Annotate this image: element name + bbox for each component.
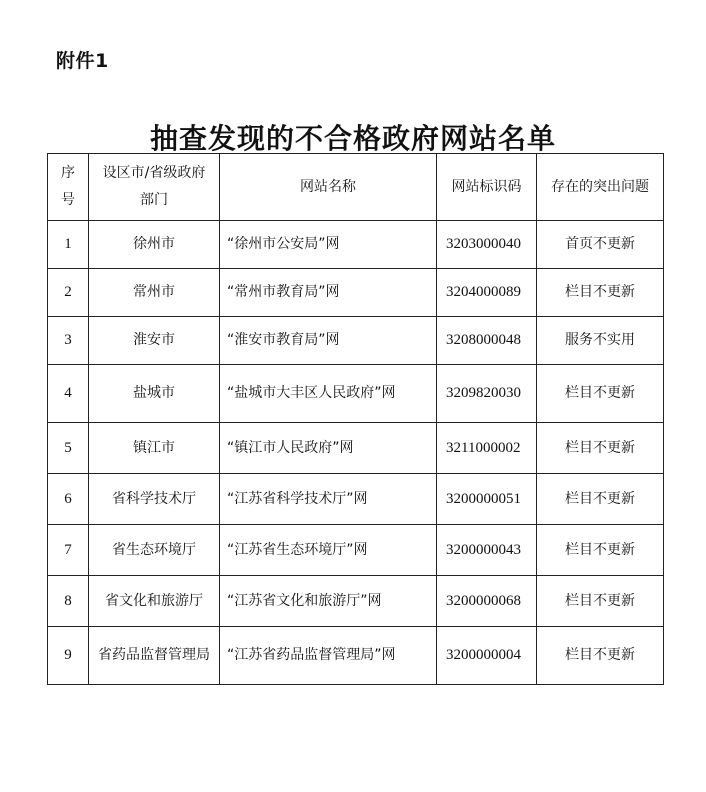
row-site-code: 3203000040 <box>437 221 537 269</box>
row-site-name: “江苏省文化和旅游厅”网 <box>220 576 437 627</box>
row-index: 3 <box>48 317 89 365</box>
row-issue: 栏目不更新 <box>537 474 664 525</box>
row-index: 7 <box>48 525 89 576</box>
row-site-code: 3200000068 <box>437 576 537 627</box>
row-district: 淮安市 <box>89 317 220 365</box>
row-district: 省药品监督管理局 <box>89 627 220 685</box>
header-site-code: 网站标识码 <box>437 154 537 221</box>
row-district: 省生态环境厅 <box>89 525 220 576</box>
row-issue: 首页不更新 <box>537 221 664 269</box>
row-site-name: “徐州市公安局”网 <box>220 221 437 269</box>
row-site-code: 3200000043 <box>437 525 537 576</box>
row-district: 徐州市 <box>89 221 220 269</box>
row-district: 镇江市 <box>89 423 220 474</box>
header-index: 序号 <box>48 154 89 221</box>
row-issue: 栏目不更新 <box>537 576 664 627</box>
table-row <box>48 576 664 627</box>
table-row <box>48 423 664 474</box>
row-site-name: “淮安市教育局”网 <box>220 317 437 365</box>
header-issue: 存在的突出问题 <box>537 154 664 221</box>
header-district: 设区市/省级政府部门 <box>89 154 220 221</box>
header-site-name: 网站名称 <box>220 154 437 221</box>
row-site-code: 3204000089 <box>437 269 537 317</box>
row-index: 9 <box>48 627 89 685</box>
row-issue: 栏目不更新 <box>537 423 664 474</box>
row-site-name: “江苏省科学技术厅”网 <box>220 474 437 525</box>
table-row <box>48 627 664 685</box>
row-index: 4 <box>48 365 89 423</box>
table-row <box>48 269 664 317</box>
row-issue: 栏目不更新 <box>537 525 664 576</box>
row-site-name: “镇江市人民政府”网 <box>220 423 437 474</box>
row-site-name: “江苏省药品监督管理局”网 <box>220 627 437 685</box>
row-site-code: 3211000002 <box>437 423 537 474</box>
row-district: 省文化和旅游厅 <box>89 576 220 627</box>
noncompliant-sites-table <box>47 153 664 685</box>
table-row <box>48 317 664 365</box>
row-issue: 服务不实用 <box>537 317 664 365</box>
row-index: 2 <box>48 269 89 317</box>
table-header-row <box>48 154 664 221</box>
row-site-name: “江苏省生态环境厅”网 <box>220 525 437 576</box>
row-district: 盐城市 <box>89 365 220 423</box>
row-site-name: “常州市教育局”网 <box>220 269 437 317</box>
row-district: 省科学技术厅 <box>89 474 220 525</box>
row-site-code: 3208000048 <box>437 317 537 365</box>
table-row <box>48 474 664 525</box>
row-index: 6 <box>48 474 89 525</box>
row-issue: 栏目不更新 <box>537 269 664 317</box>
row-site-code: 3209820030 <box>437 365 537 423</box>
row-site-name: “盐城市大丰区人民政府”网 <box>220 365 437 423</box>
row-index: 1 <box>48 221 89 269</box>
table-row <box>48 525 664 576</box>
row-index: 5 <box>48 423 89 474</box>
row-site-code: 3200000004 <box>437 627 537 685</box>
table-row <box>48 221 664 269</box>
attachment-label: 附件1 <box>56 50 109 72</box>
row-site-code: 3200000051 <box>437 474 537 525</box>
row-index: 8 <box>48 576 89 627</box>
row-issue: 栏目不更新 <box>537 627 664 685</box>
row-issue: 栏目不更新 <box>537 365 664 423</box>
page-title: 抽查发现的不合格政府网站名单 <box>149 122 556 155</box>
table-row <box>48 365 664 423</box>
row-district: 常州市 <box>89 269 220 317</box>
